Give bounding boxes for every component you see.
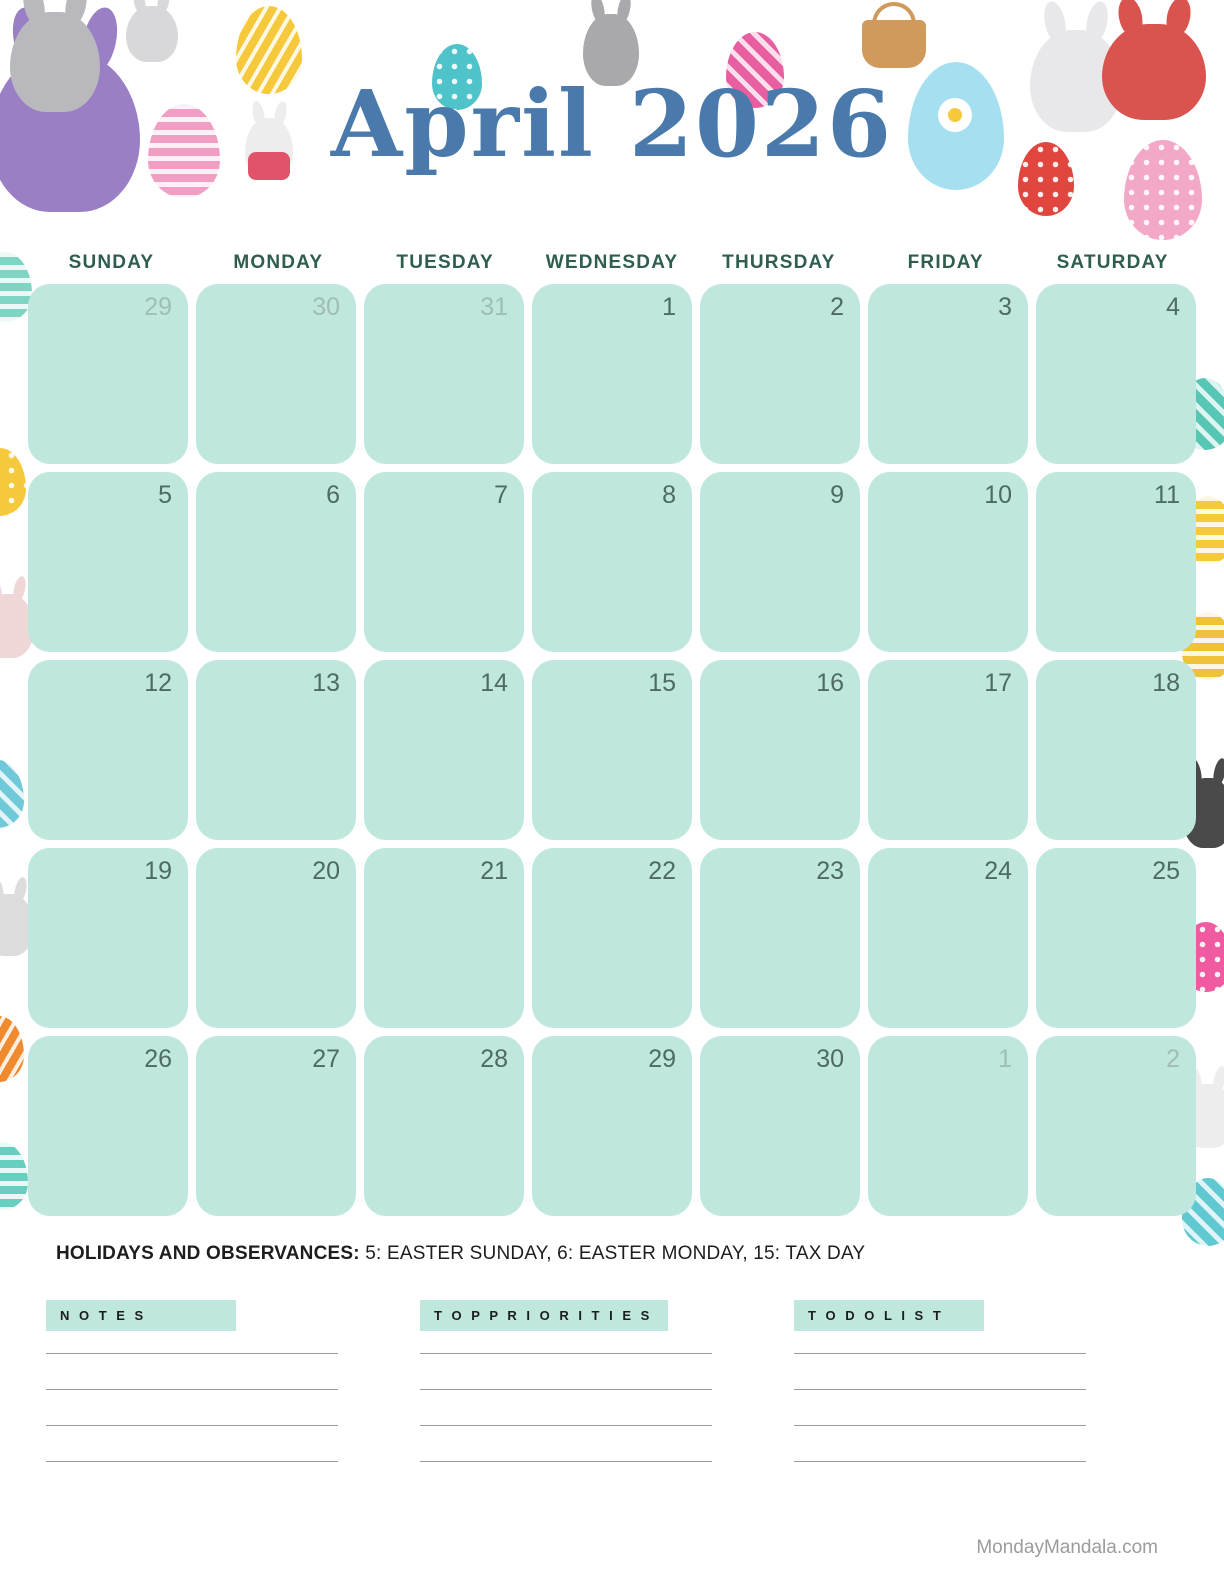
day-number: 27 (312, 1045, 340, 1073)
holidays-and-observances (56, 1243, 865, 1265)
weekday-header-row (28, 252, 1196, 274)
day-number: 30 (816, 1045, 844, 1073)
write-line[interactable] (46, 1389, 338, 1390)
todo-list-section (794, 1300, 1086, 1497)
day-cell[interactable] (28, 1036, 188, 1216)
day-cell[interactable] (1036, 848, 1196, 1028)
write-line[interactable] (46, 1461, 338, 1462)
easter-egg-margin-left-2 (0, 448, 26, 516)
notes-section (46, 1300, 338, 1497)
day-cell[interactable] (1036, 1036, 1196, 1216)
easter-basket-handle (872, 2, 916, 34)
easter-egg-margin-left-3 (0, 760, 24, 828)
day-cell[interactable] (700, 1036, 860, 1216)
calendar-header (0, 0, 1224, 240)
day-number: 29 (144, 293, 172, 321)
day-number: 16 (816, 669, 844, 697)
day-number: 1 (662, 293, 676, 321)
day-cell[interactable] (868, 1036, 1028, 1216)
day-cell[interactable] (532, 472, 692, 652)
weekday-wednesday: WEDNESDAY (545, 252, 679, 273)
day-number: 10 (984, 481, 1012, 509)
easter-egg-margin-left-5 (0, 1142, 28, 1210)
day-number: 15 (648, 669, 676, 697)
day-cell[interactable] (196, 1036, 356, 1216)
calendar-days-grid (28, 284, 1196, 1216)
top-priorities-section (420, 1300, 712, 1497)
day-number: 13 (312, 669, 340, 697)
calendar-grid-container (28, 252, 1196, 1216)
day-number: 26 (144, 1045, 172, 1073)
day-cell[interactable] (868, 284, 1028, 464)
day-number: 23 (816, 857, 844, 885)
day-cell[interactable] (364, 472, 524, 652)
day-number: 5 (158, 481, 172, 509)
write-line[interactable] (794, 1353, 1086, 1354)
bottom-sections (46, 1300, 1086, 1497)
weekday-friday: FRIDAY (907, 252, 984, 273)
day-cell[interactable] (532, 848, 692, 1028)
page-title: April 2026 (330, 70, 894, 178)
day-cell[interactable] (1036, 284, 1196, 464)
day-cell[interactable] (364, 284, 524, 464)
day-number: 29 (648, 1045, 676, 1073)
weekday-sunday: SUNDAY (68, 252, 155, 273)
day-cell[interactable] (1036, 472, 1196, 652)
write-line[interactable] (46, 1353, 338, 1354)
day-cell[interactable] (28, 848, 188, 1028)
todo-list-lines (794, 1353, 1086, 1462)
day-number: 12 (144, 669, 172, 697)
day-cell[interactable] (28, 284, 188, 464)
day-cell[interactable] (868, 660, 1028, 840)
day-number: 2 (1166, 1045, 1180, 1073)
holidays-text: 5: EASTER SUNDAY, 6: EASTER MONDAY, 15: TAX DAY (359, 1243, 866, 1264)
day-number: 30 (312, 293, 340, 321)
weekday-monday: MONDAY (233, 252, 324, 273)
day-cell[interactable] (364, 848, 524, 1028)
write-line[interactable] (794, 1461, 1086, 1462)
day-number: 4 (1166, 293, 1180, 321)
write-line[interactable] (420, 1389, 712, 1390)
day-number: 8 (662, 481, 676, 509)
top-priorities-lines (420, 1353, 712, 1462)
day-cell[interactable] (196, 660, 356, 840)
notes-heading: N O T E S (46, 1300, 236, 1331)
notes-lines (46, 1353, 338, 1462)
day-number: 2 (830, 293, 844, 321)
day-number: 28 (480, 1045, 508, 1073)
holidays-label: HOLIDAYS AND OBSERVANCES: (56, 1243, 360, 1264)
day-number: 11 (1154, 481, 1180, 509)
day-cell[interactable] (196, 284, 356, 464)
day-cell[interactable] (532, 284, 692, 464)
day-cell[interactable] (28, 660, 188, 840)
weekday-thursday: THURSDAY (722, 252, 836, 273)
day-cell[interactable] (196, 848, 356, 1028)
day-number: 17 (984, 669, 1012, 697)
write-line[interactable] (794, 1425, 1086, 1426)
day-number: 9 (830, 481, 844, 509)
day-number: 20 (312, 857, 340, 885)
day-number: 19 (144, 857, 172, 885)
day-number: 7 (494, 481, 508, 509)
day-cell[interactable] (196, 472, 356, 652)
day-cell[interactable] (364, 660, 524, 840)
write-line[interactable] (794, 1389, 1086, 1390)
footer-watermark: MondayMandala.com (976, 1537, 1158, 1558)
day-number: 22 (648, 857, 676, 885)
day-cell[interactable] (868, 848, 1028, 1028)
day-number: 18 (1152, 669, 1180, 697)
day-cell[interactable] (28, 472, 188, 652)
day-cell[interactable] (700, 472, 860, 652)
day-number: 1 (998, 1045, 1012, 1073)
day-number: 14 (480, 669, 508, 697)
write-line[interactable] (420, 1425, 712, 1426)
weekday-tuesday: TUESDAY (396, 252, 494, 273)
bunny-illustration-small-top (126, 6, 178, 62)
day-number: 21 (480, 857, 508, 885)
day-cell[interactable] (700, 848, 860, 1028)
day-cell[interactable] (700, 284, 860, 464)
day-number: 25 (1152, 857, 1180, 885)
day-number: 24 (984, 857, 1012, 885)
day-cell[interactable] (532, 660, 692, 840)
top-priorities-heading: T O P P R I O R I T I E S (420, 1300, 668, 1331)
day-number: 31 (480, 293, 508, 321)
write-line[interactable] (420, 1353, 712, 1354)
easter-egg-margin-left-4 (0, 1016, 24, 1082)
weekday-saturday: SATURDAY (1056, 252, 1169, 273)
day-cell[interactable] (868, 472, 1028, 652)
write-line[interactable] (46, 1425, 338, 1426)
write-line[interactable] (420, 1461, 712, 1462)
day-cell[interactable] (1036, 660, 1196, 840)
day-cell[interactable] (364, 1036, 524, 1216)
day-cell[interactable] (532, 1036, 692, 1216)
day-number: 6 (326, 481, 340, 509)
todo-list-heading: T O D O L I S T (794, 1300, 984, 1331)
day-number: 3 (998, 293, 1012, 321)
day-cell[interactable] (700, 660, 860, 840)
